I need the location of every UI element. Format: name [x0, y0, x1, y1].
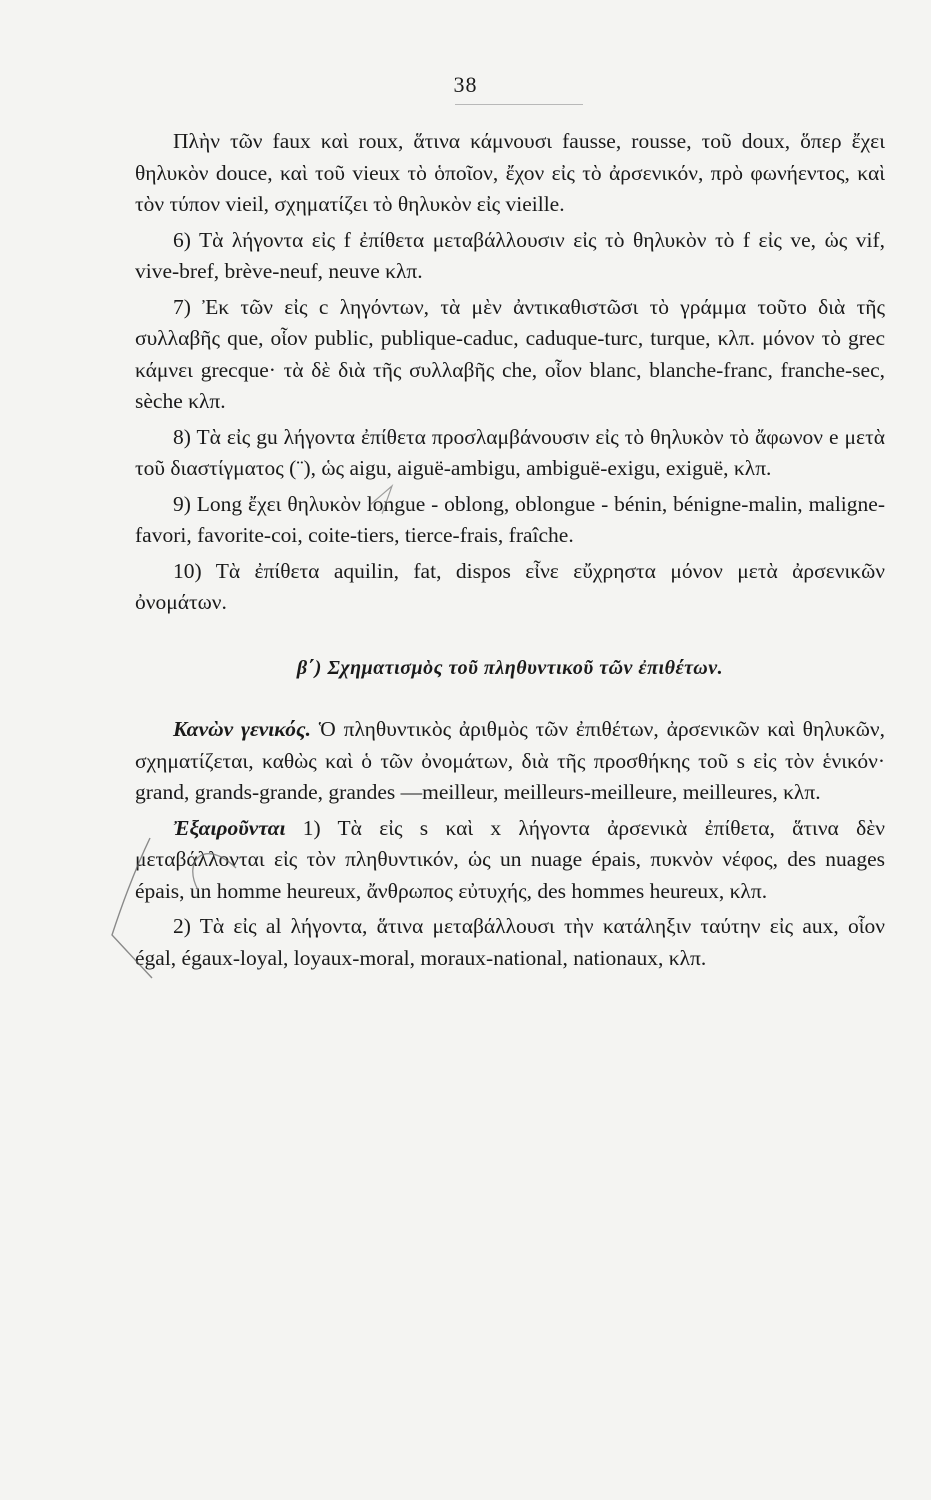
page-number: 38 [453, 72, 478, 97]
general-rule-label: Κανὼν γενικός. [173, 717, 311, 741]
paragraph-9: 9) Long ἔχει θηλυκὸν longue - oblong, oblongue - bénin, bénigne-malin, maligne-favori, favorite-coi, coite-tiers, tierce-frais, fraîche. [135, 491, 885, 547]
paragraph-7: 7) Ἐκ τῶν εἰς c ληγόντων, τὰ μὲν ἀντικαθιστῶσι τὸ γράμμα τοῦτο διὰ τῆς συλλαβῆς que, οἷον public, publique-caduc, caduque-turc, turque, κλπ. μόνον τὸ grec κάμνει grecque· τὰ δὲ διὰ τῆς συλλαβῆς che, οἷον blanc, blanche-franc, franche-sec, sèche κλπ. [135, 294, 885, 413]
paragraph-general-rule [135, 714, 885, 809]
paragraph-8: 8) Τὰ εἰς gu λήγοντα ἐπίθετα προσλαμβάνουσιν εἰς τὸ θηλυκὸν τὸ ἄφωνον e μετὰ τοῦ διαστίγματος (¨), ὡς aigu, aiguë-ambigu, ambiguë-exigu, exiguë, κλπ. [135, 424, 885, 480]
paragraph-10: 10) Τὰ ἐπίθετα aquilin, fat, dispos εἶνε εὔχρηστα μόνον μετὰ ἀρσενικῶν ὀνομάτων. [135, 558, 885, 614]
paragraph-6: 6) Τὰ λήγοντα εἰς f ἐπίθετα μεταβάλλουσιν εἰς τὸ θηλυκὸν τὸ f εἰς ve, ὡς vif, vive-bref, brève-neuf, neuve κλπ. [135, 227, 885, 283]
exceptions-text: 1) Τὰ εἰς s καὶ x λήγοντα ἀρσενικὰ ἐπίθετα, ἅτινα δὲν μεταβάλλονται εἰς τὸν πληθυντικόν, ὡς un nuage épais, πυκνὸν νέφος, des nuages épais, un homme heureux, ἄνθρωπος εὐτυχής, des hommes heureux, κλπ. [135, 815, 885, 903]
page-body [135, 126, 885, 974]
paragraph-intro: Πλὴν τῶν faux καὶ roux, ἅτινα κάμνουσι fausse, rousse, τοῦ doux, ὅπερ ἔχει θηλυκὸν douce, καὶ τοῦ vieux τὸ ὁποῖον, ἔχον εἰς τὸ ἀρσενικόν, πρὸ φωνήεντος, καὶ τὸν τύπον vieil, σχηματίζει τὸ θηλυκὸν εἰς vieille. [135, 129, 885, 216]
paragraph-al-endings: 2) Τὰ εἰς al λήγοντα, ἅτινα μεταβάλλουσι τὴν κατάληξιν ταύτην εἰς aux, οἷον égal, égaux-loyal, loyaux-moral, moraux-national, nationaux, κλπ. [135, 914, 885, 970]
paragraph-exceptions [135, 813, 885, 908]
section-heading: β΄) Σχηματισμὸς τοῦ πληθυντικοῦ τῶν ἐπιθέτων. [296, 656, 724, 679]
general-rule-text: Ὁ πληθυντικὸς ἀριθμὸς τῶν ἐπιθέτων, ἀρσενικῶν καὶ θηλυκῶν, σχηματίζεται, καθὼς καὶ ὁ τῶν ὀνομάτων, διὰ τῆς προσθήκης τοῦ s εἰς τὸν ἑνικόν· grand, grands-grande, grandes —meilleur, meilleurs-meilleure, meilleures, κλπ. [135, 717, 885, 804]
page-number-rule [455, 104, 583, 105]
exceptions-label: Ἐξαιροῦνται [173, 815, 286, 840]
